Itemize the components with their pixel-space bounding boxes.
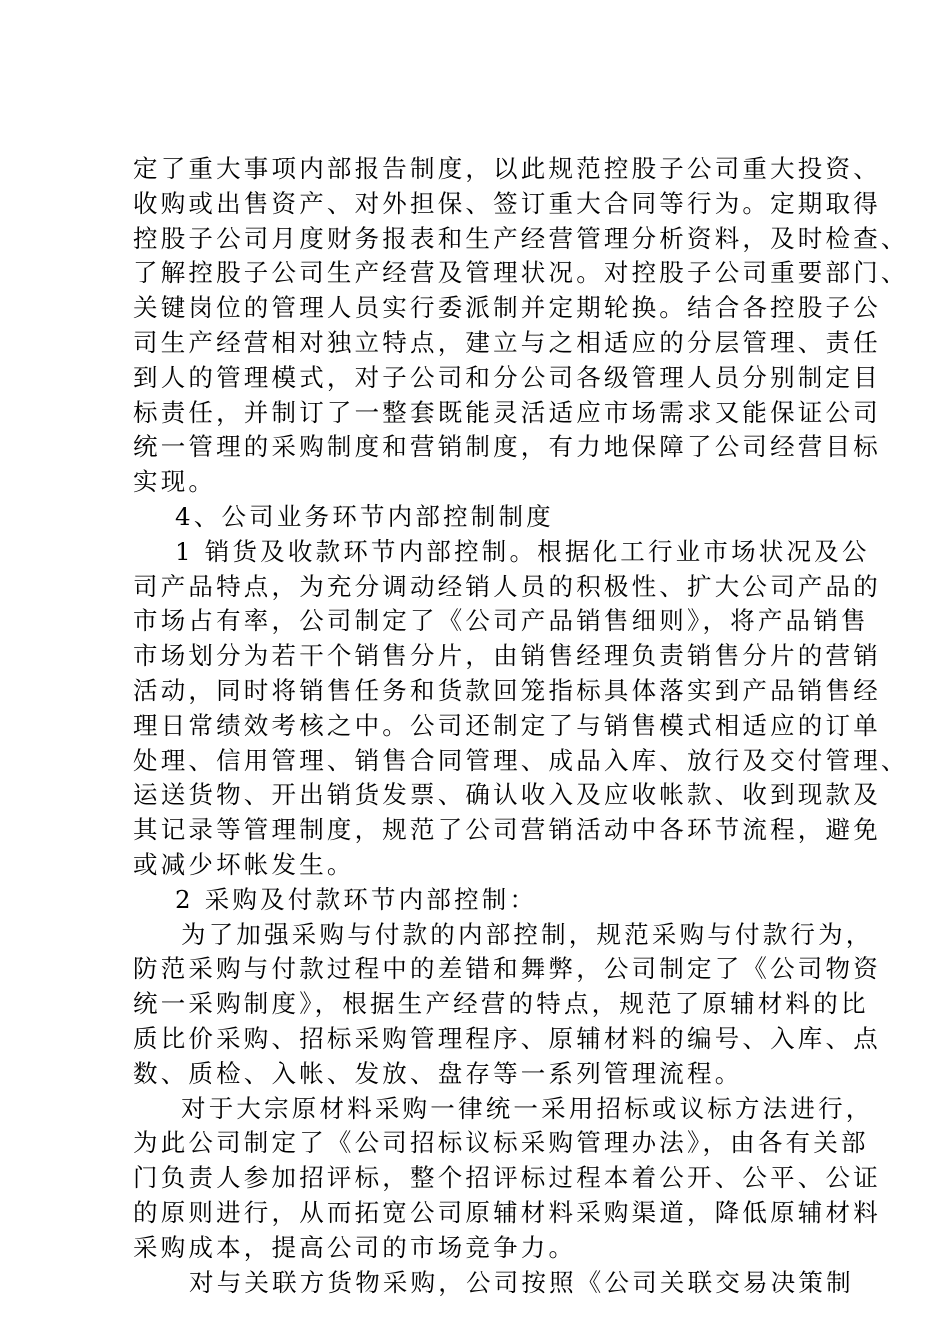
paragraph-start-line: 对于大宗原材料采购一律统一采用招标或议标方法进行， (181, 1093, 874, 1123)
text-line: 市场划分为若干个销售分片，由销售经理负责销售分片的营销 (133, 641, 881, 671)
text-line: 防范采购与付款过程中的差错和舞弊，公司制定了《公司物资 (133, 954, 881, 984)
section-heading: 4、公司业务环节内部控制制度 (175, 501, 554, 531)
text-line: 质比价采购、招标采购管理程序、原辅材料的编号、入库、点 (133, 1023, 881, 1053)
text-line: 司生产经营相对独立特点，建立与之相适应的分层管理、责任 (133, 327, 881, 357)
text-line: 实现。 (133, 467, 217, 497)
document-body (133, 152, 909, 1300)
text-line: 处理、信用管理、销售合同管理、成品入库、放行及交付管理、 (133, 745, 909, 775)
text-line: 数、质检、入帐、发放、盘存等一系列管理流程。 (133, 1058, 743, 1088)
paragraph-start-line: 为了加强采购与付款的内部控制，规范采购与付款行为， (181, 919, 874, 949)
text-line: 了解控股子公司生产经营及管理状况。对控股子公司重要部门、 (133, 258, 909, 288)
text-line: 其记录等管理制度，规范了公司营销活动中各环节流程，避免 (133, 815, 881, 845)
text-line: 统一采购制度》，根据生产经营的特点，规范了原辅材料的比 (133, 989, 869, 1019)
text-line: 为此公司制定了《公司招标议标采购管理办法》，由各有关部 (133, 1128, 869, 1158)
text-line: 活动，同时将销售任务和货款回笼指标具体落实到产品销售经 (133, 675, 881, 705)
text-line: 或减少坏帐发生。 (133, 849, 355, 879)
text-line: 司产品特点，为充分调动经销人员的积极性、扩大公司产品的 (133, 571, 881, 601)
text-line: 关键岗位的管理人员实行委派制并定期轮换。结合各控股子公 (133, 293, 881, 323)
text-line: 门负责人参加招评标，整个招评标过程本着公开、公平、公证 (133, 1163, 881, 1193)
text-line: 运送货物、开出销货发票、确认收入及应收帐款、收到现款及 (133, 780, 881, 810)
text-line: 到人的管理模式，对子公司和分公司各级管理人员分别制定目 (133, 362, 881, 392)
paragraph-start-line: 对与关联方货物采购，公司按照《公司关联交易决策制 (189, 1267, 854, 1297)
text-line: 市场占有率，公司制定了《公司产品销售细则》，将产品销售 (133, 606, 869, 636)
subsection-heading: 2 采购及付款环节内部控制： (175, 884, 538, 914)
text-line: 的原则进行，从而拓宽公司原辅材料采购渠道，降低原辅材料 (133, 1197, 881, 1227)
text-line: 收购或出售资产、对外担保、签订重大合同等行为。定期取得 (133, 188, 881, 218)
text-line: 统一管理的采购制度和营销制度，有力地保障了公司经营目标 (133, 432, 881, 462)
paragraph-start-line: 1 销货及收款环节内部控制。根据化工行业市场状况及公 (175, 536, 870, 566)
text-line: 采购成本，提高公司的市场竞争力。 (133, 1232, 577, 1262)
text-line: 定了重大事项内部报告制度，以此规范控股子公司重大投资、 (133, 154, 881, 183)
text-line: 理日常绩效考核之中。公司还制定了与销售模式相适应的订单 (133, 710, 881, 740)
text-line: 控股子公司月度财务报表和生产经营管理分析资料，及时检查、 (133, 223, 909, 253)
text-line: 标责任，并制订了一整套既能灵活适应市场需求又能保证公司 (133, 397, 881, 427)
